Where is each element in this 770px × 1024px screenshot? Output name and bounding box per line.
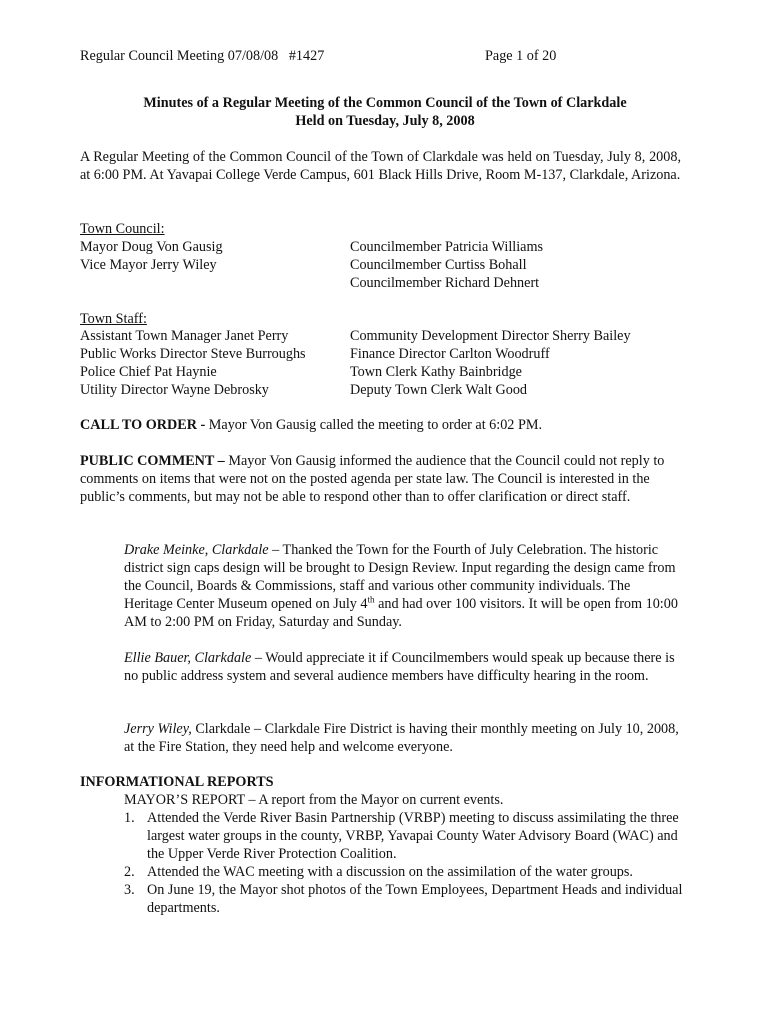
informational-reports-heading: INFORMATIONAL REPORTS [80, 774, 274, 790]
call-to-order [80, 416, 681, 434]
comment-text: – Thanked the Town for the Fourth of July Celebration. The historic district sign caps design will be brought to Design Review. Input regarding the design came from the Council, Boards & Commissions, staff and various other community individuals. The Heritage Center Museum opened on July 4 [124, 542, 676, 612]
comment-text: – Would appreciate it if Councilmembers would speak up because there is no public address system and several audience members have difficulty hearing in the room. [124, 650, 675, 684]
council-right-2: Councilmember Curtiss Bohall [350, 257, 527, 273]
comment-speaker: Drake Meinke, Clarkdale [124, 542, 269, 558]
call-to-order-text: Mayor Von Gausig called the meeting to order at 6:02 PM. [205, 417, 542, 433]
call-to-order-label: CALL TO ORDER - [80, 417, 206, 433]
list-item-number: 2. [124, 864, 135, 880]
list-item [124, 863, 690, 881]
staff-right-1: Community Development Director Sherry Bailey [350, 328, 631, 344]
list-item [124, 881, 690, 917]
list-item-number: 3. [124, 882, 135, 898]
staff-heading: Town Staff: [80, 311, 147, 327]
superscript-th: th [367, 594, 375, 605]
staff-left-4: Utility Director Wayne Debrosky [80, 382, 269, 398]
list-item [124, 809, 690, 863]
comment-ellie-bauer [124, 649, 680, 685]
comment-speaker: Ellie Bauer, Clarkdale [124, 650, 252, 666]
council-left-2: Vice Mayor Jerry Wiley [80, 257, 217, 273]
page-header-title: Regular Council Meeting 07/08/08 #1427 [80, 48, 325, 64]
comment-drake-meinke [124, 541, 680, 631]
title-line-1: Minutes of a Regular Meeting of the Common Council of the Town of Clarkdale [143, 95, 627, 111]
public-comment [80, 452, 685, 506]
intro-paragraph: A Regular Meeting of the Common Council of the Town of Clarkdale was held on Tuesday, July 8, 2008, at 6:00 PM. At Yavapai College Verde Campus, 601 Black Hills Drive, Room M-137, Clarkdale, Arizona. [80, 149, 681, 183]
public-comment-text: Mayor Von Gausig informed the audience that the Council could not reply to comments on items that were not on the posted agenda per state law. The Council is interested in the public’s comments, but may not be able to respond other than to offer clarification or direct staff. [80, 453, 665, 505]
staff-right-4: Deputy Town Clerk Walt Good [350, 382, 528, 398]
staff-left-2: Public Works Director Steve Burroughs [80, 346, 306, 362]
staff-left-1: Assistant Town Manager Janet Perry [80, 328, 289, 344]
title-line-2: Held on Tuesday, July 8, 2008 [295, 113, 475, 129]
mayors-report-title: MAYOR’S REPORT – A report from the Mayor on current events. [124, 792, 504, 808]
staff-right-3: Town Clerk Kathy Bainbridge [350, 364, 522, 380]
comment-jerry-wiley [124, 720, 680, 756]
list-item-text: Attended the WAC meeting with a discussion on the assimilation of the water groups. [147, 864, 633, 880]
public-comment-label: PUBLIC COMMENT – [80, 453, 225, 469]
council-right-1: Councilmember Patricia Williams [350, 239, 544, 255]
council-left-1: Mayor Doug Von Gausig [80, 239, 223, 255]
comment-speaker: Jerry Wiley, [124, 721, 192, 737]
document-title [80, 94, 690, 130]
comment-text: Clarkdale – Clarkdale Fire District is having their monthly meeting on July 10, 2008, at the Fire Station, they need help and welcome everyone. [124, 721, 679, 755]
page-number: Page 1 of 20 [485, 48, 557, 64]
council-heading: Town Council: [80, 221, 165, 237]
staff-left-3: Police Chief Pat Haynie [80, 364, 217, 380]
list-item-text: On June 19, the Mayor shot photos of the Town Employees, Department Heads and individual departments. [147, 882, 683, 916]
list-item-text: Attended the Verde River Basin Partnership (VRBP) meeting to discuss assimilating the three largest water groups in the county, VRBP, Yavapai County Water Advisory Board (WAC) and the Upper Verde River Protection Coalition. [147, 810, 679, 862]
council-right-3: Councilmember Richard Dehnert [350, 275, 540, 291]
comment-text-cont: and had over 100 visitors. It will be open from 10:00 AM to 2:00 PM on Friday, Saturday and Sunday. [124, 596, 678, 630]
staff-right-2: Finance Director Carlton Woodruff [350, 346, 550, 362]
list-item-number: 1. [124, 810, 135, 826]
